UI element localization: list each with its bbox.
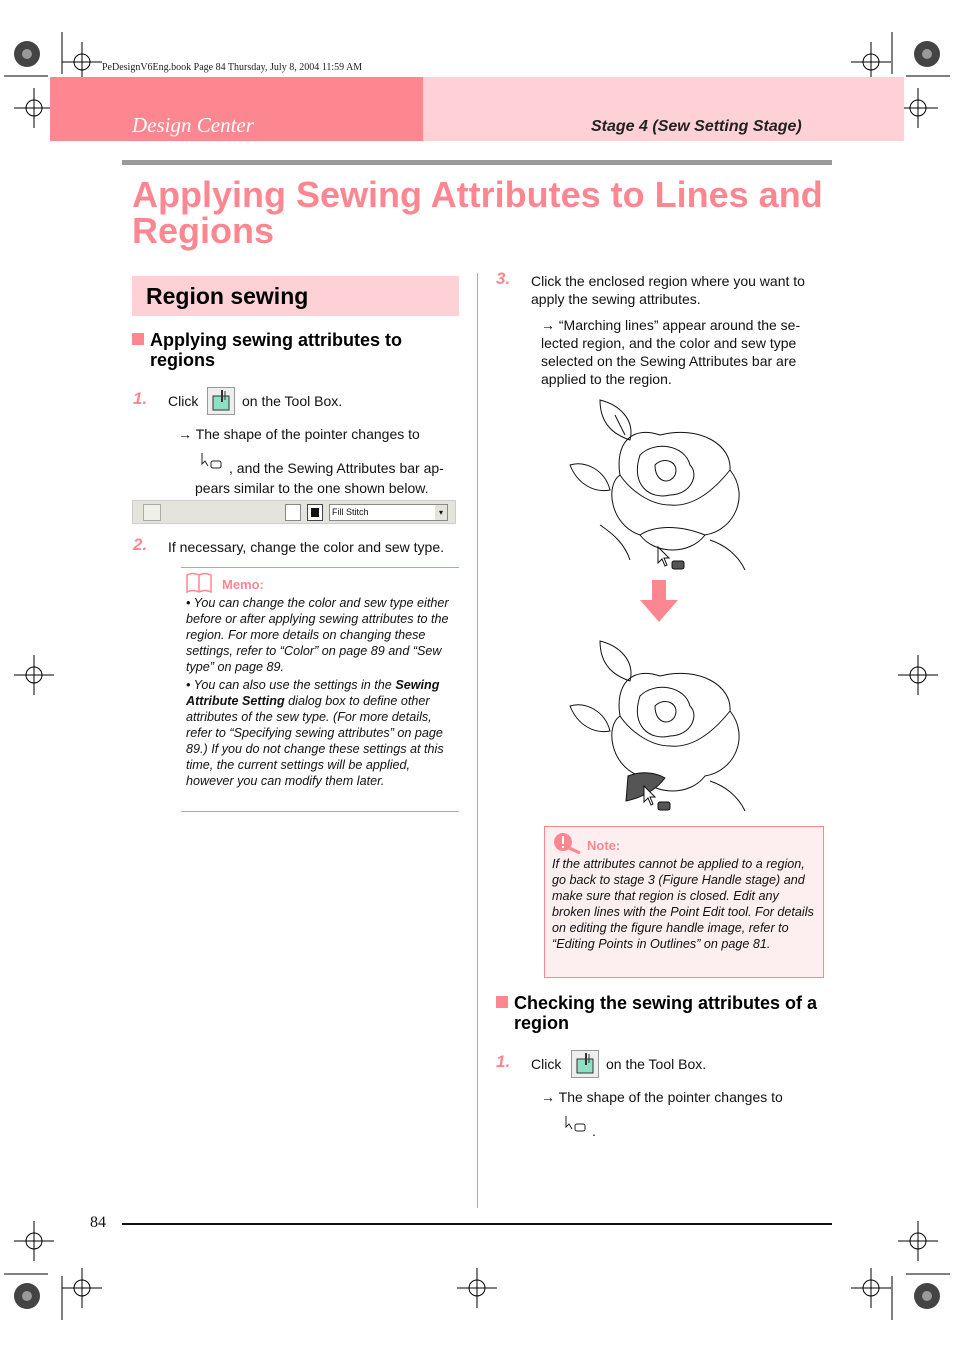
memo-bullet-2	[186, 677, 454, 789]
crosshair-mark-icon	[62, 1268, 102, 1308]
page-number: 84	[90, 1214, 106, 1231]
chevron-down-icon[interactable]: ▾	[435, 505, 447, 520]
step3-text: Click the enclosed region where you want to apply the sewing attributes.	[531, 273, 805, 307]
book-info: PeDesignV6Eng.book Page 84 Thursday, July 8, 2004 11:59 AM	[102, 62, 363, 73]
step-click-after: on the Tool Box.	[606, 1056, 707, 1072]
memo-bullet-2-end: dialog box to define other attributes of the sew type. (For more details, refer to “Specifying sewing attributes” on page 89.) If you do not change these settings at this time, the current settings will be applied, however you can modify them later.	[186, 694, 444, 788]
bullet-square-icon	[132, 333, 144, 345]
sew-type-select[interactable]	[329, 504, 448, 521]
crosshair-mark-icon	[898, 655, 938, 695]
radial-target-icon	[914, 1283, 940, 1309]
crosshair-mark-icon	[898, 88, 938, 128]
step-number: 2.	[133, 535, 148, 554]
subheading-applying: Applying sewing attributes to regions	[150, 330, 403, 370]
sew-type-select-value: Fill Stitch	[332, 507, 369, 517]
crosshair-mark-icon	[14, 88, 54, 128]
radial-target-icon	[14, 1283, 40, 1309]
header-stage-title: Stage 4 (Sew Setting Stage)	[591, 118, 802, 135]
column-divider	[477, 273, 478, 1208]
sew-type-icon[interactable]	[285, 504, 301, 521]
crosshair-mark-icon	[851, 42, 891, 82]
step-result-end: .	[592, 1123, 596, 1139]
step-result-rest2: pears similar to the one shown below.	[195, 480, 429, 496]
crosshair-mark-icon	[62, 42, 102, 82]
color-swatch-icon[interactable]	[307, 504, 323, 521]
section-title: Region sewing	[146, 283, 309, 309]
crosshair-mark-icon	[14, 1221, 54, 1261]
step-result-intro: → The shape of the pointer changes to	[541, 1089, 783, 1105]
step-number: 1.	[496, 1052, 511, 1071]
rose-outline-figure	[560, 395, 760, 575]
crosshair-mark-icon	[851, 1268, 891, 1308]
subheading-checking: Checking the sewing attributes of a region	[514, 993, 818, 1033]
radial-target-icon	[14, 41, 40, 67]
memo-title: Memo:	[222, 577, 264, 592]
region-cursor-icon	[565, 1115, 589, 1133]
step3-result: → “Marching lines” appear around the se-lected region, and the color and sew type selected on the Sewing Attributes bar are applied to the region.	[541, 317, 801, 387]
region-tool-icon[interactable]	[571, 1050, 599, 1078]
rose-filled-figure	[560, 636, 760, 816]
region-tool-icon[interactable]	[207, 387, 235, 415]
step-click-label: Click	[168, 393, 199, 409]
line-sew-icon[interactable]	[143, 504, 161, 521]
note-text: If the attributes cannot be applied to a region, go back to stage 3 (Figure Handle stage) and make sure that region is closed. Edit any broken lines with the Point Edit tool. For details on editing the figure handle image, refer to “Editing Points in Outlines” on page 81.	[552, 857, 814, 951]
warning-magnifier-icon	[553, 832, 583, 854]
step2-text: If necessary, change the color and sew type.	[168, 539, 445, 555]
step-result-rest: , and the Sewing Attributes bar ap-	[229, 460, 444, 476]
memo-bullet-1: • You can change the color and sew type either before or after applying sewing attributes to the region. For more details on changing these settings, refer to “Color” on page 89 and “Sew type” on page 89.	[186, 596, 449, 674]
title-rule	[122, 160, 832, 165]
step-click-label: Click	[531, 1056, 562, 1072]
step-result-intro: → The shape of the pointer changes to	[178, 426, 420, 442]
radial-target-icon	[914, 41, 940, 67]
step-click-after: on the Tool Box.	[242, 393, 343, 409]
step-number: 1.	[133, 389, 148, 408]
header-section-title: Design Center	[132, 113, 254, 137]
down-arrow-icon	[640, 580, 678, 622]
step-number: 3.	[496, 269, 511, 288]
crosshair-mark-icon	[457, 1268, 497, 1308]
sewing-attributes-bar	[132, 500, 456, 524]
footer-rule	[122, 1223, 832, 1225]
book-icon	[186, 572, 212, 594]
page-title: Applying Sewing Attributes to Lines and Regions	[132, 174, 823, 251]
region-cursor-icon	[201, 452, 225, 470]
crosshair-mark-icon	[898, 1221, 938, 1261]
memo-bullet-2-bold: Sewing Attribute Setting	[186, 678, 440, 708]
memo-bullet-2-start: • You can also use the settings in the	[186, 678, 396, 692]
crosshair-mark-icon	[14, 655, 54, 695]
note-title: Note:	[587, 838, 621, 853]
bullet-square-icon	[496, 996, 508, 1008]
